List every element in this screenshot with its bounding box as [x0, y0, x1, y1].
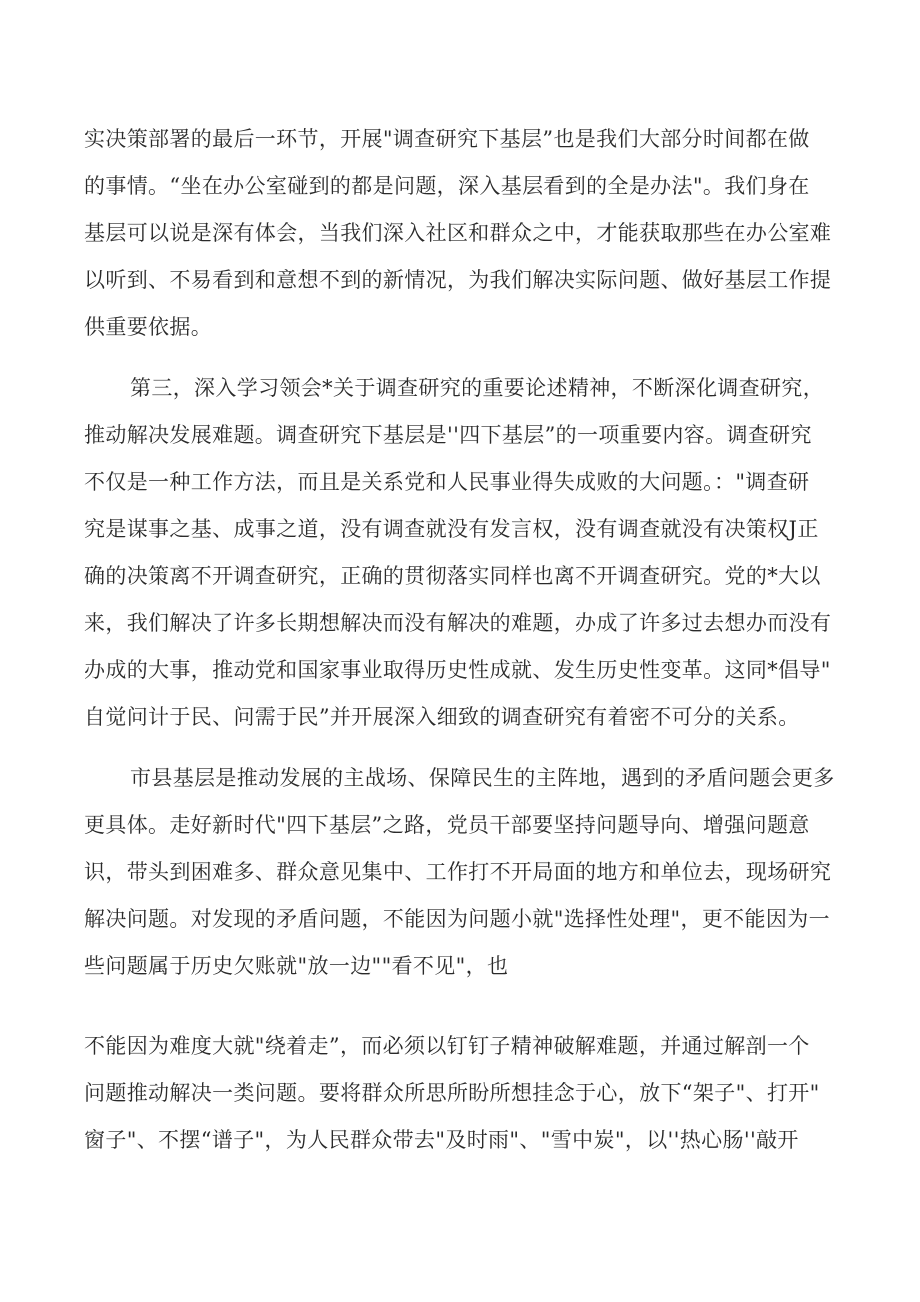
text-line: 究是谋事之基、成事之道，没有调查就没有发言权，没有调查就没有决策权J正 [84, 517, 819, 541]
paragraph-first-line: 市县基层是推动发展的主战场、保障民生的主阵地，遇到的矛盾问题会更多 [130, 766, 835, 790]
text-line: 以听到、不易看到和意想不到的新情况，为我们解决实际问题、做好基层工作提 [84, 268, 832, 292]
text-line: 问题推动解决一类问题。要将群众所思所盼所想挂念于心，放下“架子"、打开" [84, 1081, 820, 1105]
text-line: 基层可以说是深有体会，当我们深入社区和群众之中，才能获取那些在办公室难 [84, 221, 832, 245]
text-line: 不能因为难度大就"绕着走”，而必须以钉钉子精神破解难题，并通过解剖一个 [84, 1034, 810, 1058]
text-line: 推动解决发展难题。调查研究下基层是''四下基层”的一项重要内容。调查研究 [84, 423, 812, 447]
text-line: 解决问题。对发现的矛盾问题，不能因为问题小就"选择性处理"，更不能因为一 [84, 907, 830, 931]
text-line: 不仅是一种工作方法，而且是关系党和人民事业得失成败的大问题。："调查研 [84, 470, 810, 494]
text-line: 些问题属于历史欠账就"放一边""看不见"，也 [84, 954, 509, 978]
paragraph-first-line: 第三，深入学习领会*关于调查研究的重要论述精神，不断深化调查研究， [130, 376, 825, 400]
text-line: 窗子"、不摆“谱子"，为人民群众带去"及时雨"、"雪中炭"，以''热心肠''敲开 [84, 1128, 799, 1152]
text-line: 自觉问计于民、问需于民”并开展深入细致的调查研究有着密不可分的关系。 [84, 705, 800, 729]
text-line: 实决策部署的最后一环节，开展"调查研究下基层”也是我们大部分时间都在做 [84, 127, 810, 151]
text-line: 更具体。走好新时代"四下基层”之路，党员干部要坚持问题导向、增强问题意 [84, 813, 810, 837]
text-line: 的事情。“坐在办公室碰到的都是问题，深入基层看到的全是办法"。我们身在 [84, 174, 810, 198]
text-line: 识，带头到困难多、群众意见集中、工作打不开局面的地方和单位去，现场研究 [84, 860, 832, 884]
text-line: 来，我们解决了许多长期想解决而没有解决的难题，办成了许多过去想办而没有 [84, 611, 832, 635]
text-line: 确的决策离不开调查研究，正确的贯彻落实同样也离不开调查研究。党的*大以 [84, 564, 821, 588]
text-line: 办成的大事，推动党和国家事业取得历史性成就、发生历史性变革。这同*倡导" [84, 658, 831, 682]
text-line: 供重要依据。 [84, 315, 213, 339]
